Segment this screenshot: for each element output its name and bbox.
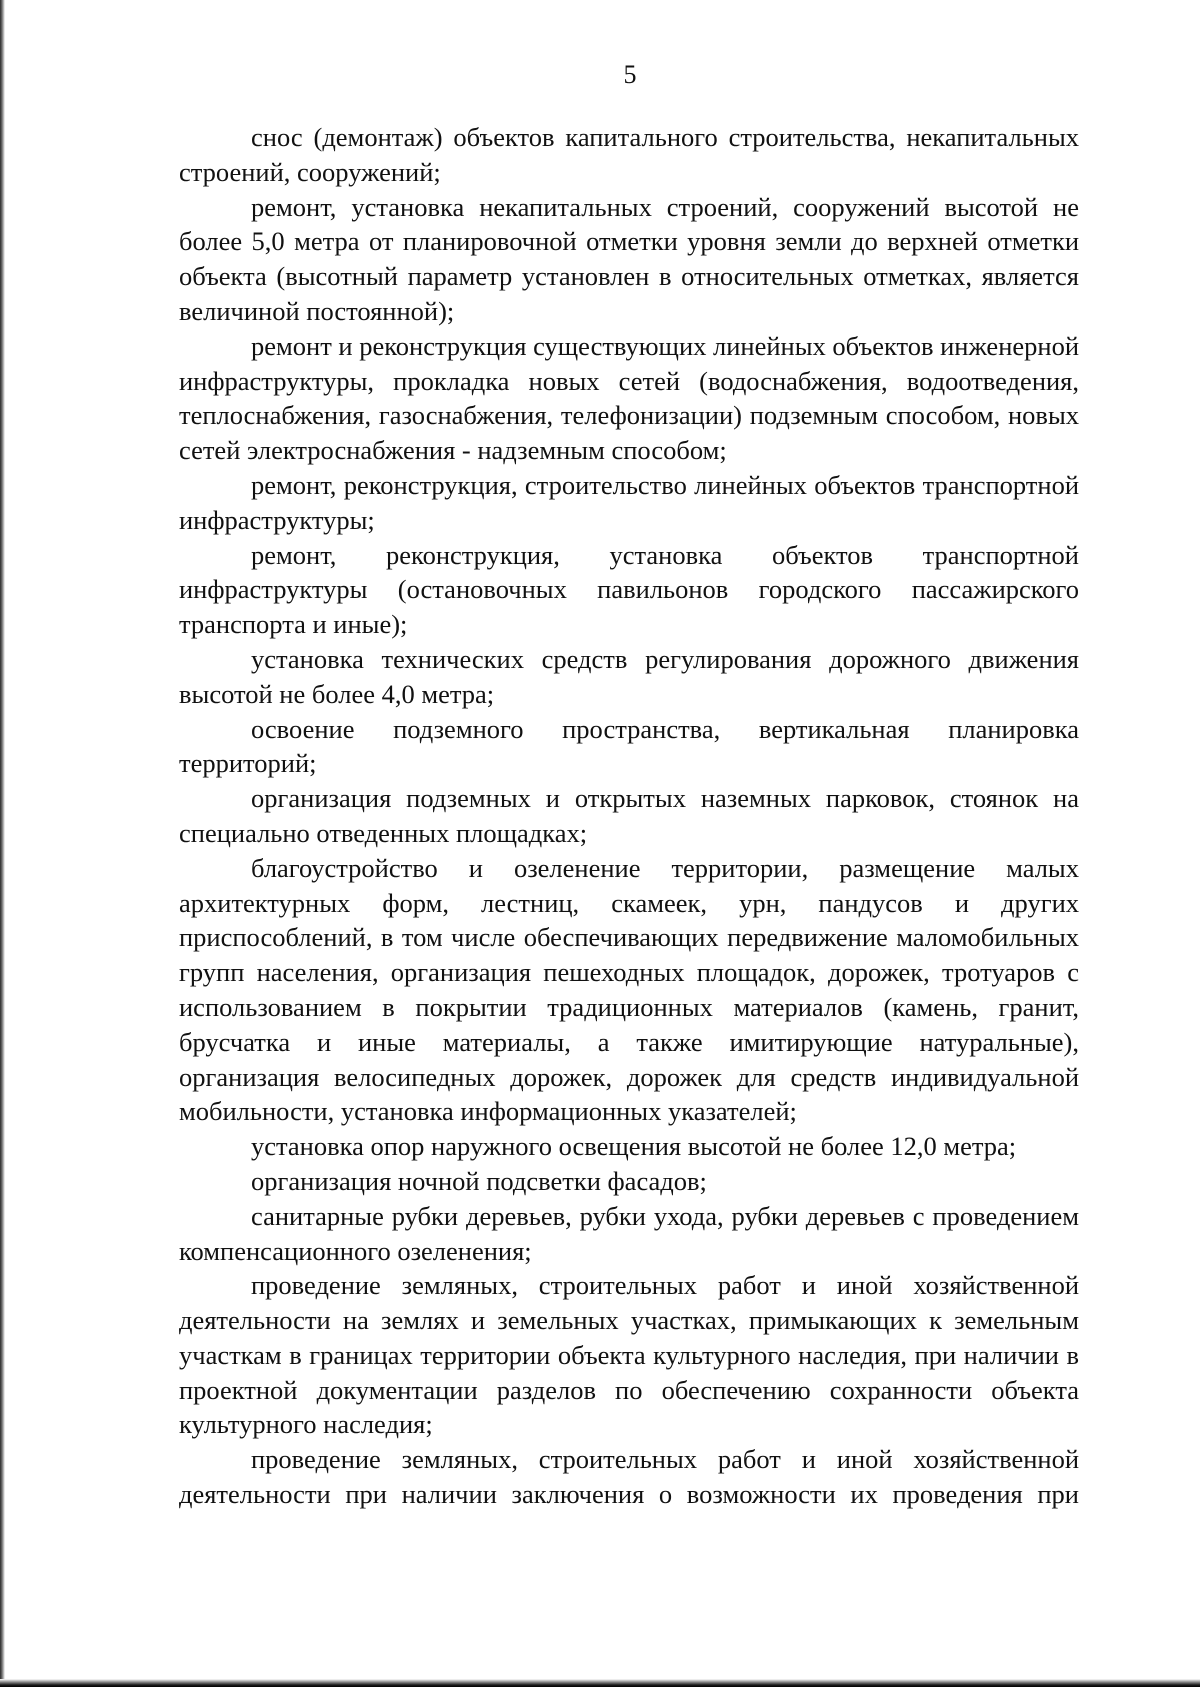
paragraph-demolition: снос (демонтаж) объектов капитального строительства, некапитальных строений, сооружений; (179, 122, 1079, 187)
paragraph-earthworks-conclusion: проведение земляных, строительных работ и иной хозяйственной деятельности при наличии заключения о возможности их проведения при (179, 1444, 1079, 1510)
scan-bottom-edge (0, 1679, 1200, 1687)
paragraph-landscaping: благоустройство и озеленение территории, размещение малых архитектурных форм, лестниц, скамеек, урн, пандусов и других приспособлений, в том числе обеспечивающих передвижение маломобильных групп населения, организация пешеходных площадок, дорожек, тротуаров с использованием в покрытии традиционных материалов (камень, гранит, брусчатка и иные материалы, а также имитирующие натуральные), организация велосипедных дорожек, дорожек для средств индивидуальной мобильности, установка информационных указателей; (179, 852, 1079, 1127)
paragraph-earthworks-adjacent: проведение земляных, строительных работ и иной хозяйственной деятельности на землях и земельных участках, примыкающих к земельным участкам в границах территории объекта культурного наследия, при наличии в проектной документации разделов по обеспечению сохранности объекта культурного наследия; (179, 1270, 1079, 1440)
paragraph-transport-pavilions: ремонт, реконструкция, установка объектов транспортной инфраструктуры (остановочных павильонов городского пассажирского транспорта и иные); (179, 539, 1079, 640)
paragraph-facade-lighting: организация ночной подсветки фасадов; (251, 1165, 707, 1196)
paragraph-tree-felling: санитарные рубки деревьев, рубки ухода, рубки деревьев с проведением компенсационного озеленения; (179, 1200, 1079, 1266)
scan-left-edge (0, 0, 5, 1687)
paragraph-street-lighting: установка опор наружного освещения высотой не более 12,0 метра; (251, 1131, 1017, 1162)
paragraph-parking: организация подземных и открытых наземных парковок, стоянок на специально отведенных площадках; (179, 783, 1079, 848)
page-number: 5 (623, 60, 637, 89)
paragraph-underground-space: освоение подземного пространства, вертикальная планировка территорий; (179, 713, 1079, 779)
paragraph-transport-linear-objects: ремонт, реконструкция, строительство линейных объектов транспортной инфраструктуры; (179, 469, 1079, 535)
paragraph-repair-nonpermanent-structures: ремонт, установка некапитальных строений, сооружений высотой не более 5,0 метра от планировочной отметки уровня земли до верхней отметки объекта (высотный параметр установлен в относительных отметках, является величиной постоянной); (179, 191, 1079, 326)
document-body (179, 120, 1079, 1512)
paragraph-engineering-infrastructure: ремонт и реконструкция существующих линейных объектов инженерной инфраструктуры, прокладка новых сетей (водоснабжения, водоотведения, теплоснабжения, газоснабжения, телефонизации) подземным способом, новых сетей электроснабжения - надземным способом; (179, 330, 1079, 466)
paragraph-traffic-control: установка технических средств регулирования дорожного движения высотой не более 4,0 метра; (179, 643, 1079, 709)
